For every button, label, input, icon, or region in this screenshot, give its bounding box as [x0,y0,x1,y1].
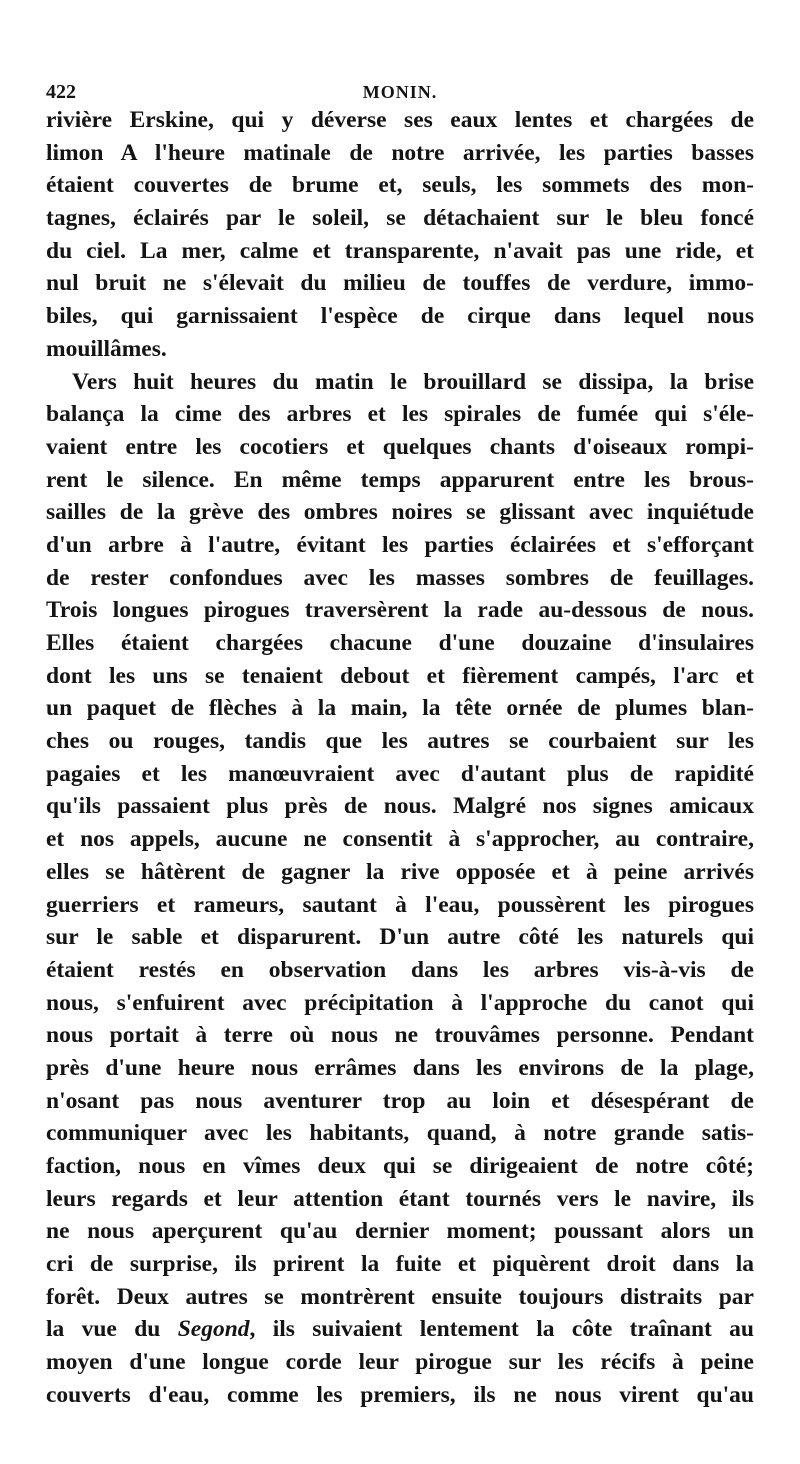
text-line: forêt. Deux autres se montrèrent ensuite toujours distraits par [46,1283,754,1310]
text-line: tagnes, éclairés par le soleil, se détachaient sur le bleu foncé [46,205,754,232]
text-line: Trois longues pirogues traversèrent la rade au-dessous de nous. [46,597,754,624]
text-line: cri de surprise, ils prirent la fuite et piquèrent droit dans la [46,1251,754,1278]
text-line: biles, qui garnissaient l'espèce de cirque dans lequel nous [46,303,754,330]
text-line: étaient couvertes de brume et, seuls, les sommets des mon- [46,172,754,199]
text-line: n'osant pas nous aventurer trop au loin et désespérant de [46,1087,754,1114]
paragraph-2 [46,366,754,1412]
text-line: sur le sable et disparurent. D'un autre côté les naturels qui [46,924,754,951]
text-segment: , ils suivaient lentement la côte traînant au [249,1316,754,1343]
text-line [46,1313,754,1346]
text-line: près d'une heure nous errâmes dans les environs de la plage, [46,1054,754,1081]
text-line: Vers huit heures du matin le brouillard se dissipa, la brise [72,368,754,395]
text-line: pagaies et les manœuvraient avec d'autant plus de rapidité [46,760,754,787]
text-line: couverts d'eau, comme les premiers, ils ne nous virent qu'au [46,1381,754,1408]
text-line: nous, s'enfuirent avec précipitation à l'approche du canot qui [46,989,754,1016]
text-segment: la vue du [46,1316,161,1343]
text-line: elles se hâtèrent de gagner la rive opposée et à peine arrivés [46,858,754,885]
text-line: dont les uns se tenaient debout et fièrement campés, l'arc et [46,662,754,689]
text-line: un paquet de flèches à la main, la tête ornée de plumes blan- [46,695,754,722]
text-line: étaient restés en observation dans les arbres vis-à-vis de [46,956,754,983]
text-line: faction, nous en vîmes deux qui se dirigeaient de notre côté; [46,1153,754,1179]
text-line: d'un arbre à l'autre, évitant les parties éclairées et s'efforçant [46,531,754,558]
text-line: ne nous aperçurent qu'au dernier moment; poussant alors un [46,1218,754,1245]
text-line: limon A l'heure matinale de notre arrivée, les parties basses [46,139,754,166]
text-line: Elles étaient chargées chacune d'une douzaine d'insulaires [46,630,754,656]
text-line: ches ou rouges, tandis que les autres se courbaient sur les [46,728,754,755]
text-line: nul bruit ne s'élevait du milieu de touffes de verdure, immo- [46,270,754,297]
text-line: guerriers et rameurs, sautant à l'eau, poussèrent les pirogues [46,891,754,918]
text-line: vaient entre les cocotiers et quelques chants d'oiseaux rompi- [46,433,754,460]
text-line: du ciel. La mer, calme et transparente, n'avait pas une ride, et [46,237,754,264]
running-head [46,78,754,106]
ship-name: Segond [177,1316,250,1343]
text-line: et nos appels, aucune ne consentit à s'approcher, au contraire, [46,826,754,853]
text-line: de rester confondues avec les masses sombres de feuillages. [46,564,754,591]
text-line: moyen d'une longue corde leur pirogue sur les récifs à peine [46,1349,754,1376]
paragraph-1 [46,104,754,366]
text-line: rivière Erskine, qui y déverse ses eaux lentes et chargées de [46,107,754,133]
running-title: MONIN. [362,82,438,102]
text-line: rent le silence. En même temps apparurent entre les brous- [46,466,754,493]
text-line: leurs regards et leur attention étant tournés vers le navire, ils [46,1185,754,1212]
text-line: nous portait à terre où nous ne trouvâmes personne. Pendant [46,1022,754,1049]
text-line: balança la cime des arbres et les spirales de fumée qui s'éle- [46,401,754,428]
page-number: 422 [46,81,76,103]
text-line: qu'ils passaient plus près de nous. Malgré nos signes amicaux [46,793,754,820]
text-line: communiquer avec les habitants, quand, à notre grande satis- [46,1120,754,1147]
text-line: mouillâmes. [46,335,167,362]
text-line: sailles de la grève des ombres noires se glissant avec inquiétude [46,499,754,526]
body-text [46,104,754,1412]
